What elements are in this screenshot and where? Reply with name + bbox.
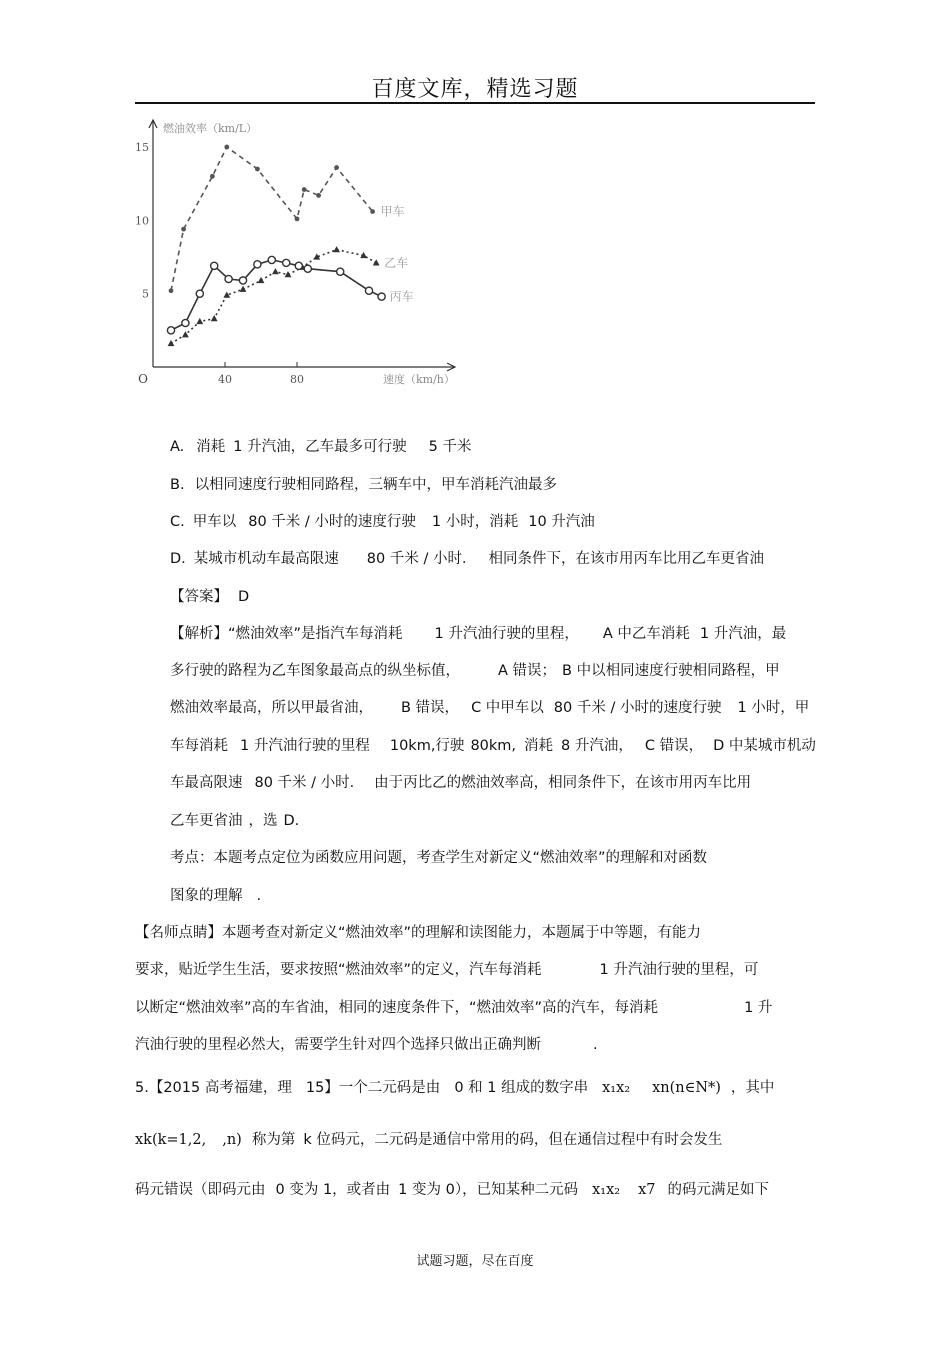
data-point	[169, 288, 174, 293]
series-label-3: 丙车	[389, 289, 414, 304]
option-a-text-3: 5 千米	[428, 439, 472, 455]
q5-text: 的码元满足如下	[667, 1182, 769, 1198]
y-tick-label: 10	[135, 214, 149, 228]
page-header-title: 百度文库，精选习题	[371, 77, 579, 102]
data-point	[255, 167, 260, 172]
data-point	[167, 327, 174, 334]
y-axis-label: 燃油效率（km/L）	[163, 122, 258, 135]
option-a-text-1: 消耗	[196, 439, 226, 455]
data-point	[283, 259, 290, 266]
series-label-1: 甲车	[380, 204, 405, 219]
data-point	[224, 145, 229, 150]
q5-text: 称为第	[251, 1132, 296, 1148]
data-point	[196, 318, 203, 324]
series-label-2: 乙车	[384, 255, 409, 270]
data-point	[211, 315, 218, 321]
option-c-text-1: 甲车以	[192, 514, 237, 530]
analysis-text: 1 小时，甲	[737, 700, 810, 716]
option-c-letter: C.	[170, 514, 185, 530]
data-point	[211, 262, 218, 269]
data-point	[370, 209, 375, 214]
data-point	[334, 165, 339, 170]
analysis-text: 8 升汽油，	[561, 738, 633, 754]
analysis-text: 80 千米 / 小时．	[254, 775, 365, 791]
analysis-text: A 错误；	[498, 663, 557, 679]
analysis-text: 10km,行驶	[389, 738, 465, 754]
option-b-letter: B.	[170, 477, 185, 493]
q5-math: x₁x₂	[602, 1080, 631, 1096]
data-point	[295, 262, 302, 269]
teacher-text: 1 升汽油行驶的里程，可	[599, 962, 759, 978]
teacher-text: 汽油行驶的里程必然大，需要学生针对四个选择只做出正确判断	[135, 1037, 541, 1053]
option-a	[170, 437, 471, 457]
data-point	[225, 275, 232, 282]
option-c-text-2: 80 千米 / 小时的速度行驶	[248, 514, 416, 530]
kaodian-text: 图象的理解	[170, 888, 243, 904]
analysis-text: 80km,	[470, 738, 517, 754]
data-point	[285, 271, 292, 277]
option-a-letter: A.	[170, 439, 185, 455]
option-d	[170, 549, 764, 569]
analysis-text: C 错误，	[644, 738, 704, 754]
data-point	[239, 277, 246, 284]
data-point	[316, 193, 321, 198]
analysis-text: 1 升汽油，最	[699, 626, 787, 642]
data-point	[240, 286, 247, 292]
data-point	[365, 287, 372, 294]
analysis-text: 车每消耗	[170, 738, 228, 754]
y-tick-label: 15	[135, 141, 149, 154]
analysis-text: D.	[283, 813, 300, 829]
analysis-text: 多行驶的路程为乙车图象最高点的纵坐标值，	[170, 663, 460, 679]
data-point	[210, 174, 215, 179]
analysis-line-6	[170, 811, 299, 831]
answer-label: 【答案】	[170, 589, 228, 605]
data-point	[181, 227, 186, 232]
teacher-line-3	[135, 998, 772, 1018]
analysis-text: 1 升汽油行驶的里程	[240, 738, 370, 754]
analysis-text: C 中甲车以	[471, 700, 544, 716]
data-point	[373, 259, 380, 265]
data-point	[168, 340, 175, 346]
x-tick-label: 40	[218, 373, 232, 386]
q5-text: ，其中	[730, 1080, 775, 1096]
fuel-efficiency-chart	[135, 110, 475, 400]
kaodian-line-2	[170, 886, 261, 906]
analysis-text: A 中乙车消耗	[602, 626, 690, 642]
q5-math: xk(k=1,2,	[135, 1132, 207, 1148]
teacher-text: 要求，贴近学生生活，要求按照“燃油效率”的定义，汽车每消耗	[135, 962, 542, 978]
kaodian-text: .	[256, 888, 262, 904]
teacher-text: 1 升	[744, 1000, 773, 1016]
header-divider	[135, 102, 815, 104]
option-a-text-2: 1 升汽油，乙车最多可行驶	[233, 439, 407, 455]
q5-text: 码元错误（即码元由	[135, 1182, 266, 1198]
q5-text: 15】一个二元码是由	[305, 1080, 441, 1096]
option-d-text-3: 相同条件下，在该市用丙车比用乙车更省油	[488, 551, 764, 567]
analysis-text: 消耗	[524, 738, 554, 754]
q5-math: x₁x₂	[592, 1182, 621, 1198]
analysis-line-5	[170, 773, 751, 793]
option-b-text: 以相同速度行驶相同路程，三辆车中，甲车消耗汽油最多	[194, 477, 558, 493]
x-tick-label: 80	[290, 373, 304, 386]
teacher-line-4	[135, 1035, 598, 1055]
analysis-line-1	[170, 624, 786, 644]
q5-math: xn(n∈N*)	[652, 1080, 721, 1096]
q5-line-2	[135, 1130, 722, 1150]
data-point	[360, 252, 367, 258]
analysis-text: 80 千米 / 小时的速度行驶	[553, 700, 722, 716]
option-d-text-1: 某城市机动车最高限速	[193, 551, 339, 567]
kaodian-line-1: 考点：本题考点定位为函数应用问题，考查学生对新定义“燃油效率”的理解和对函数	[170, 850, 708, 866]
data-point	[258, 277, 265, 283]
analysis-text: 1 升汽油行驶的里程，	[434, 626, 579, 642]
analysis-line-2	[170, 661, 780, 681]
q5-text: k 位码元，二元码是通信中常用的码，但在通信过程中有时会发生	[303, 1132, 723, 1148]
answer-line	[170, 587, 249, 607]
data-point	[268, 256, 275, 263]
teacher-text: “燃油效率”高的汽车，每消耗	[469, 1000, 659, 1016]
analysis-text: 由于丙比乙的燃油效率高，相同条件下，在该市用丙车比用	[374, 775, 752, 791]
data-point	[196, 290, 203, 297]
analysis-text: D 中某城市机动	[713, 738, 816, 754]
option-d-letter: D.	[170, 551, 186, 567]
analysis-text: 【解析】“燃油效率”是指汽车每消耗	[170, 626, 403, 642]
data-point	[182, 319, 189, 326]
data-point	[302, 187, 307, 192]
teacher-line-2	[135, 960, 758, 980]
answer-value: D	[238, 589, 250, 605]
option-c	[170, 512, 595, 532]
q5-text: 0 变为 1，或者由	[275, 1182, 391, 1198]
q5-text: 5.【2015 高考福建，理	[135, 1080, 292, 1096]
teacher-text: 以断定“燃油效率”高的车省油，相同的速度条件下，	[135, 1000, 470, 1016]
option-c-text-4: 10 升汽油	[528, 514, 595, 530]
analysis-line-3	[170, 698, 809, 718]
teacher-line-1: 【名师点睛】本题考查对新定义“燃油效率”的理解和读图能力，本题属于中等题，有能力	[135, 925, 702, 941]
data-point	[333, 246, 340, 252]
option-c-text-3: 1 小时，消耗	[431, 514, 519, 530]
analysis-line-4	[170, 736, 816, 756]
q5-line-1	[135, 1078, 774, 1098]
q5-math: ,n)	[222, 1132, 242, 1148]
data-point	[254, 261, 261, 268]
q5-line-3	[135, 1180, 769, 1200]
analysis-text: 乙车更省油	[170, 813, 243, 829]
data-point	[337, 268, 344, 275]
data-point	[378, 293, 385, 300]
analysis-text: B 错误，	[401, 700, 460, 716]
data-point	[272, 268, 279, 274]
analysis-text: B 中以相同速度行驶相同路程，甲	[562, 663, 780, 679]
analysis-text: 车最高限速	[170, 775, 243, 791]
q5-text: 1 变为 0），已知某种二元码	[398, 1182, 579, 1198]
teacher-text: .	[593, 1037, 598, 1053]
option-d-text-2: 80 千米 / 小时．	[366, 551, 477, 567]
option-b	[170, 475, 557, 495]
y-tick-label: 5	[142, 287, 149, 301]
q5-text: 0 和 1 组成的数字串	[454, 1080, 589, 1096]
q5-math: x7	[638, 1182, 656, 1198]
analysis-text: 燃油效率最高，所以甲最省油，	[170, 700, 373, 716]
page-footer: 试题习题，尽在百度	[416, 1254, 534, 1269]
data-point	[295, 216, 300, 221]
x-axis-label: 速度（km/h）	[383, 373, 455, 386]
analysis-text: ，选	[248, 813, 278, 829]
data-point	[304, 265, 311, 272]
origin-label: O	[138, 372, 148, 386]
